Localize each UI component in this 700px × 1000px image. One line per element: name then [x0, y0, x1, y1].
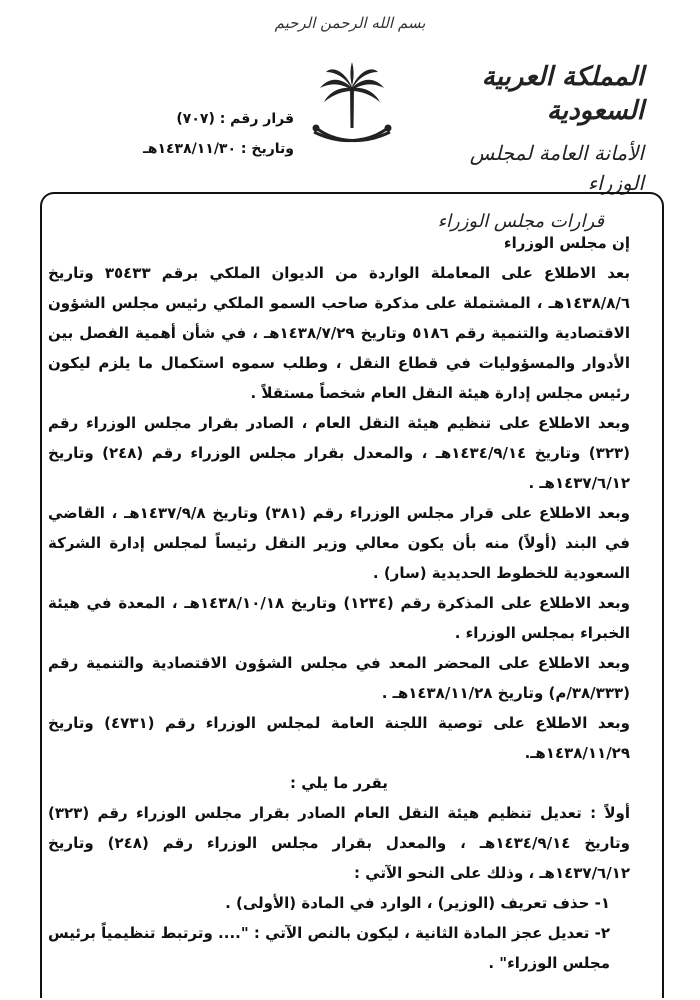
recital-paragraph: وبعد الاطلاع على المذكرة رقم (١٢٣٤) وتاريخ ١٤٣٨/١٠/١٨هـ ، المعدة في هيئة الخبراء بمجلس الوزراء . — [48, 594, 630, 642]
opening-line: إن مجلس الوزراء — [503, 234, 630, 252]
clause-item: ٢- تعديل عجز المادة الثانية ، ليكون بالنص الآتي : ".... وترتبط تنظيمياً برئيس مجلس الوزراء" . — [48, 924, 610, 972]
recital-paragraph: وبعد الاطلاع على المحضر المعد في مجلس الشؤون الاقتصادية والتنمية رقم (٣٨/٣٣٣/م) وتاريخ ١٤٣٨/١١/٢٨هـ . — [48, 654, 630, 702]
saudi-emblem-icon — [302, 58, 402, 158]
decides-heading: يقرر ما يلي : — [290, 774, 388, 792]
recital-paragraph: وبعد الاطلاع على تنظيم هيئة النقل العام ، الصادر بقرار مجلس الوزراء رقم (٣٢٣) وتاريخ ١٤٣٤/٩/١٤هـ ، والمعدل بقرار مجلس الوزراء رقم (٢٤٨) وتاريخ ١٤٣٧/٦/١٢هـ . — [48, 414, 630, 492]
secretariat-name: الأمانة العامة لمجلس الوزراء — [469, 141, 644, 195]
decision-number: قرار رقم : (٧٠٧) — [176, 111, 294, 127]
recital-paragraph: بعد الاطلاع على المعاملة الواردة من الديوان الملكي برقم ٣٥٤٣٣ وتاريخ ١٤٣٨/٨/٦هـ ، المشتملة على مذكرة صاحب السمو الملكي رئيس مجلس الشؤون الاقتصادية والتنمية رقم ٥١٨٦ وتاريخ ١٤٣٨/٧/٢٩هـ ، في شأن أهمية الفصل بين الأدوار والمسؤوليات في قطاع النقل ، وطلب سموه استكمال ما يلزم ليكون رئيس مجلس إدارة هيئة النقل العام شخصاً مستقلاً . — [48, 264, 630, 402]
decisions-label: قرارات مجلس الوزراء — [437, 211, 604, 232]
decision-meta — [94, 104, 294, 164]
clause-item: ١- حذف تعريف (الوزير) ، الوارد في المادة (الأولى) . — [225, 894, 610, 912]
first-clause: أولاً : تعديل تنظيم هيئة النقل العام الصادر بقرار مجلس الوزراء رقم (٣٢٣) وتاريخ ١٤٣٤/٩/١٤هـ ، والمعدل بقرار مجلس الوزراء رقم (٢٤٨) وتاريخ ١٤٣٧/٦/١٢هـ ، وذلك على النحو الآتي : — [48, 804, 630, 882]
decision-date: وتاريخ : ١٤٣٨/١١/٣٠هـ — [142, 141, 294, 157]
decision-body — [48, 228, 630, 978]
basmala: بسم الله الرحمن الرحيم — [274, 14, 426, 32]
recital-paragraph: وبعد الاطلاع على قرار مجلس الوزراء رقم (٣٨١) وتاريخ ١٤٣٧/٩/٨هـ ، القاضي في البند (أولاً) منه بأن يكون معالي وزير النقل رئيساً لمجلس إدارة الشركة السعودية للخطوط الحديدية (سار) . — [48, 504, 631, 582]
recital-paragraph: وبعد الاطلاع على توصية اللجنة العامة لمجلس الوزراء رقم (٤٧٣١) وتاريخ ١٤٣٨/١١/٢٩هـ. — [48, 714, 630, 762]
kingdom-name: المملكة العربية السعودية — [481, 62, 644, 126]
